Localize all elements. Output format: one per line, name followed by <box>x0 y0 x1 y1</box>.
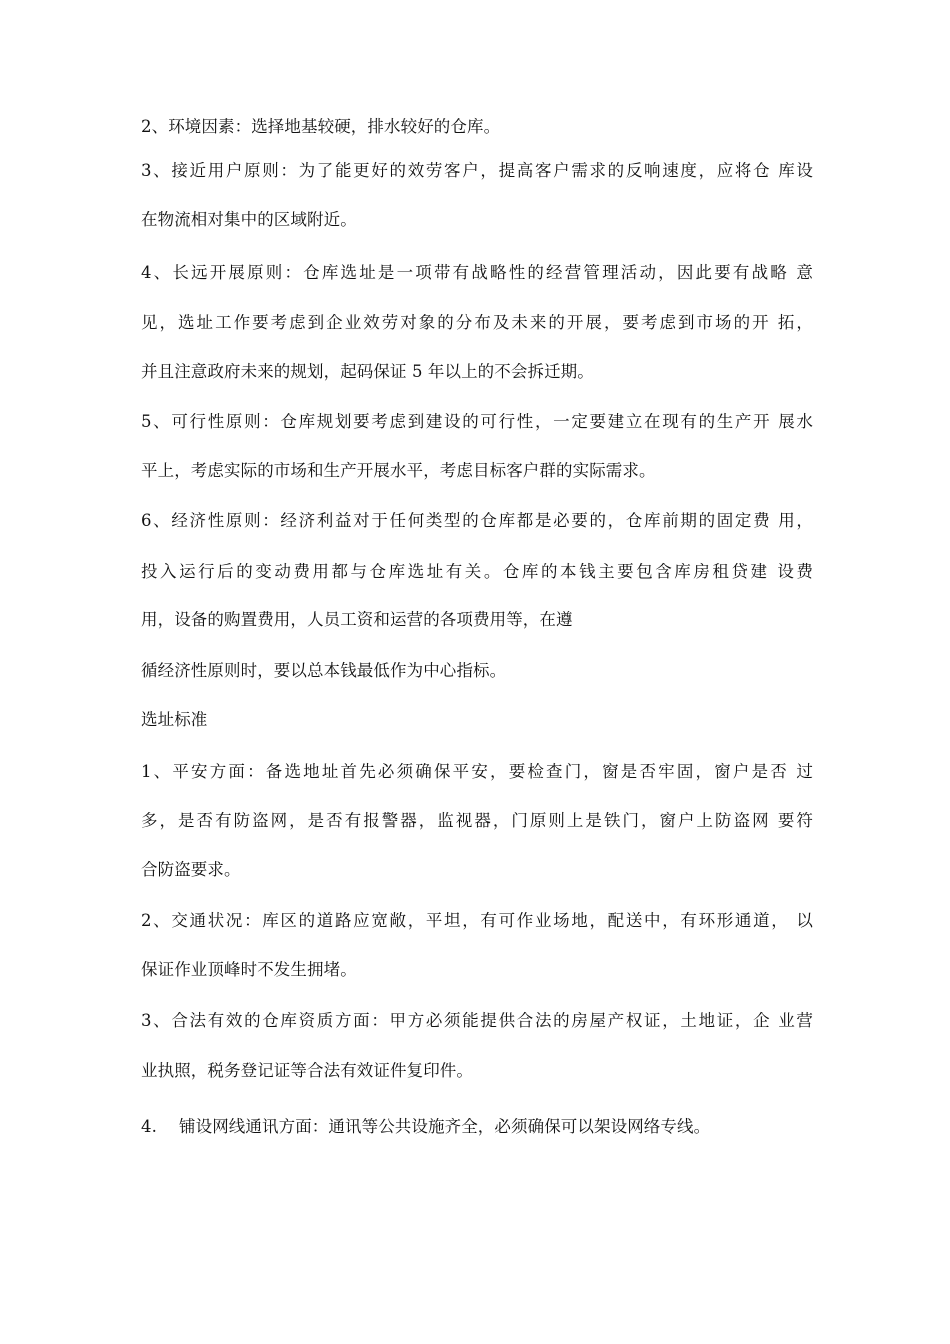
paragraph-line: 投入运行后的变动费用都与仓库选址有关。仓库的本钱主要包含库房租贷建 设费 <box>141 562 813 581</box>
paragraph-line: 5、可行性原则：仓库规划要考虑到建设的可行性，一定要建立在现有的生产开 展水 <box>141 412 813 431</box>
paragraph-line: 3、合法有效的仓库资质方面：甲方必须能提供合法的房屋产权证，土地证，企 业营 <box>141 1011 813 1030</box>
paragraph-line: 保证作业顶峰时不发生拥堵。 <box>141 960 357 979</box>
paragraph-line: 并且注意政府未来的规划，起码保证 5 年以上的不会拆迁期。 <box>141 362 594 381</box>
paragraph-line: 6、经济性原则：经济利益对于任何类型的仓库都是必要的，仓库前期的固定费 用， <box>141 511 813 530</box>
paragraph-line: 4、长远开展原则：仓库选址是一项带有战略性的经营管理活动，因此要有战略 意 <box>141 263 813 282</box>
section-heading: 选址标准 <box>141 710 208 729</box>
paragraph-line: 用，设备的购置费用，人员工资和运营的各项费用等，在遵 <box>141 610 573 629</box>
paragraph-line: 平上，考虑实际的市场和生产开展水平，考虑目标客户群的实际需求。 <box>141 461 656 480</box>
paragraph-line: 业执照，税务登记证等合法有效证件复印件。 <box>141 1061 473 1080</box>
paragraph-line: 见，选址工作要考虑到企业效劳对象的分布及未来的开展，要考虑到市场的开 拓， <box>141 313 813 332</box>
paragraph-line: 在物流相对集中的区域附近。 <box>141 210 357 229</box>
paragraph-line: 多，是否有防盗网，是否有报警器，监视器，门原则上是铁门，窗户上防盗网 要符 <box>141 811 813 830</box>
paragraph-line: 循经济性原则时，要以总本钱最低作为中心指标。 <box>141 661 507 680</box>
list-item-number: 4. <box>141 1117 157 1136</box>
paragraph-line: 1、平安方面：备选地址首先必须确保平安，要检查门，窗是否牢固，窗户是否 过 <box>141 762 813 781</box>
paragraph-line: 3、接近用户原则：为了能更好的效劳客户，提高客户需求的反响速度，应将仓 库设 <box>141 161 813 180</box>
paragraph-line: 2、交通状况：库区的道路应宽敞，平坦，有可作业场地，配送中，有环形通道， 以 <box>141 911 813 930</box>
list-item <box>141 1117 813 1137</box>
paragraph-line: 合防盗要求。 <box>141 860 241 879</box>
list-item-text: 铺设网线通讯方面：通讯等公共设施齐全，必须确保可以架设网络专线。 <box>179 1117 711 1136</box>
paragraph-line: 2、环境因素：选择地基较硬，排水较好的仓库。 <box>141 117 501 136</box>
